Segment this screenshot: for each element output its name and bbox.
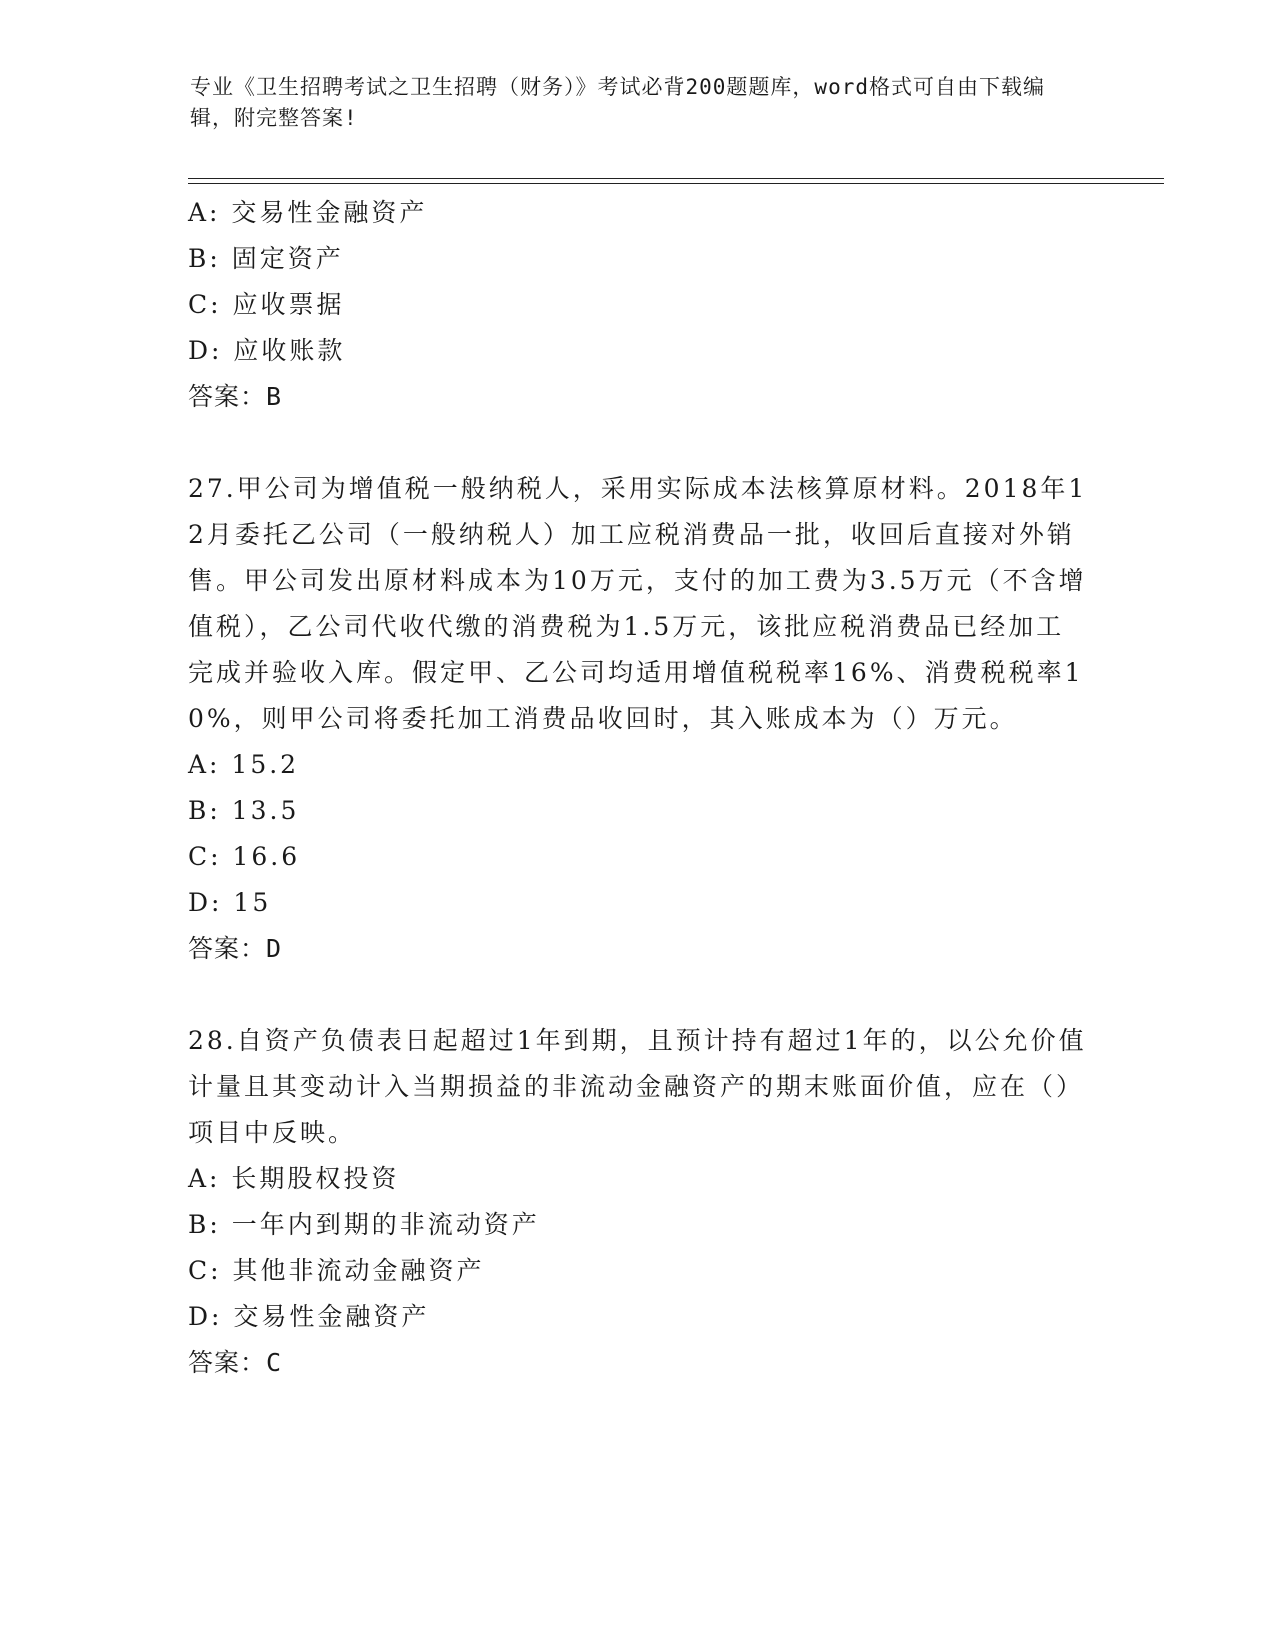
option-d: D: 15: [188, 888, 272, 917]
option-a: A: 15.2: [188, 750, 300, 779]
answer-label: 答案：B: [188, 382, 283, 411]
question-28: [188, 1018, 1088, 1386]
spacer: [188, 972, 1088, 1018]
page-header: 专业《卫生招聘考试之卫生招聘（财务）》考试必背200题题库，word格式可自由下载编辑，附完整答案!: [190, 75, 1045, 130]
answer-label: 答案：C: [188, 1348, 283, 1377]
option-c: C: 应收票据: [188, 290, 345, 319]
option-a: A: 交易性金融资产: [188, 198, 428, 227]
question-content: [188, 190, 1088, 1386]
option-b: B: 一年内到期的非流动资产: [188, 1210, 540, 1239]
option-c: C: 其他非流动金融资产: [188, 1256, 485, 1285]
option-a: A: 长期股权投资: [188, 1164, 400, 1193]
option-c: C: 16.6: [188, 842, 301, 871]
prev-question: [188, 190, 1088, 420]
option-b: B: 13.5: [188, 796, 300, 825]
answer-label: 答案：D: [188, 934, 283, 963]
header-divider: [188, 178, 1164, 184]
option-d: D: 交易性金融资产: [188, 1302, 430, 1331]
option-b: B: 固定资产: [188, 244, 344, 273]
option-d: D: 应收账款: [188, 336, 346, 365]
spacer: [188, 420, 1088, 466]
question-stem: 28.自资产负债表日起超过1年到期，且预计持有超过1年的，以公允价值计量且其变动计入当期损益的非流动金融资产的期末账面价值，应在（）项目中反映。: [188, 1026, 1087, 1147]
question-27: [188, 466, 1088, 972]
question-stem: 27.甲公司为增值税一般纳税人，采用实际成本法核算原材料。2018年12月委托乙公司（一般纳税人）加工应税消费品一批，收回后直接对外销售。甲公司发出原材料成本为10万元，支付的加工费为3.5万元（不含增值税），乙公司代收代缴的消费税为1.5万元，该批应税消费品已经加工完成并验收入库。假定甲、乙公司均适用增值税税率16%、消费税税率10%，则甲公司将委托加工消费品收回时，其入账成本为（）万元。: [188, 474, 1088, 733]
